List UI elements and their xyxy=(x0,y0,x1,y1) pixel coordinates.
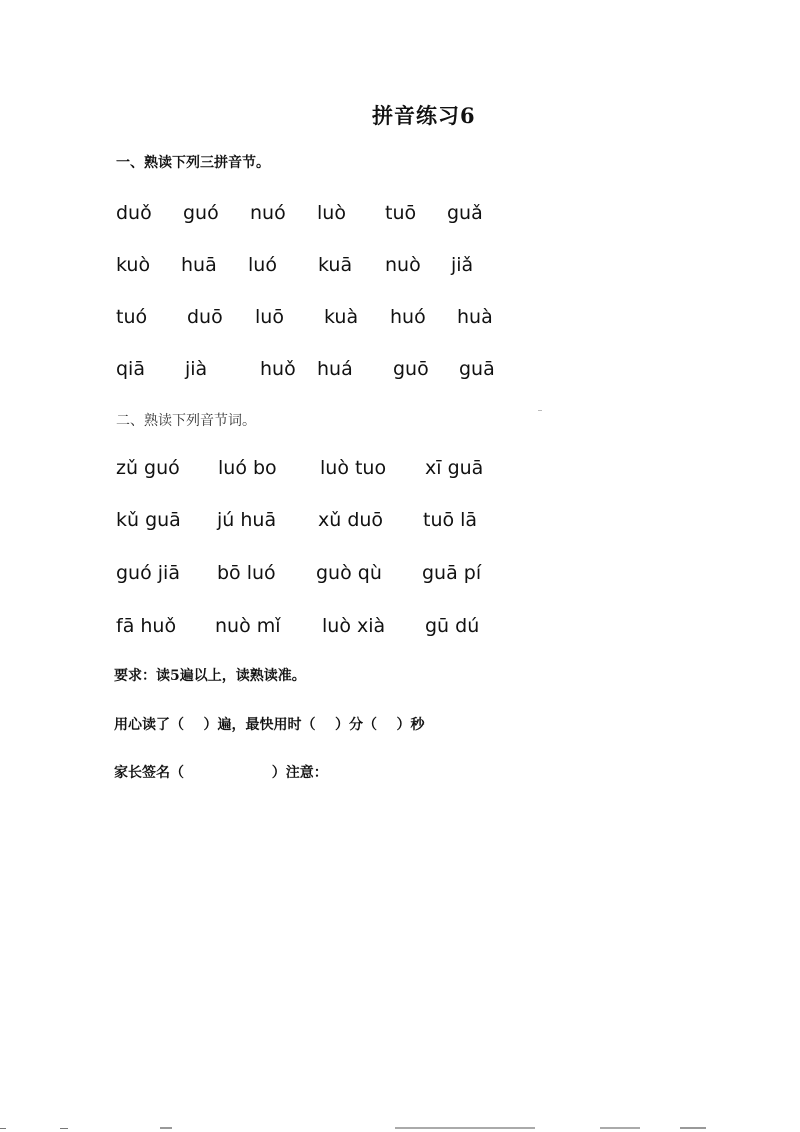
syllable: guǎ xyxy=(447,202,483,224)
pinyin-word: fā huǒ xyxy=(116,615,177,637)
scan-speck xyxy=(680,1127,706,1129)
pinyin-word: guò qù xyxy=(316,562,382,584)
syllable: nuó xyxy=(250,202,286,224)
section-1-heading: 一、熟读下列三拼音节。 xyxy=(116,155,270,171)
pinyin-word: guā pí xyxy=(422,562,482,584)
requirement-note: 要求：读5遍以上，读熟读准。 xyxy=(114,668,306,684)
pinyin-word: jú huā xyxy=(217,509,277,531)
syllable: huā xyxy=(181,254,217,276)
syllable: luó xyxy=(248,254,277,276)
pinyin-word: luó bo xyxy=(218,457,277,479)
syllable: qiā xyxy=(116,358,145,380)
pinyin-word: gū dú xyxy=(425,615,480,637)
pinyin-word: nuò mǐ xyxy=(215,615,281,637)
syllable: guō xyxy=(393,358,429,380)
syllable: huà xyxy=(457,306,493,328)
pinyin-word: kǔ guā xyxy=(116,509,181,531)
syllable: huó xyxy=(390,306,426,328)
syllable: jià xyxy=(185,358,208,380)
scan-speck xyxy=(395,1127,535,1129)
syllable: tuō xyxy=(385,202,417,224)
pinyin-word: guó jiā xyxy=(116,562,180,584)
reading-record-line: 用心读了（ ）遍，最快用时（ ）分（ ）秒 xyxy=(114,717,425,733)
scan-speck xyxy=(160,1127,172,1129)
scan-speck xyxy=(600,1127,640,1129)
pinyin-word: bō luó xyxy=(217,562,276,584)
syllable: kuò xyxy=(116,254,151,276)
scan-speck xyxy=(60,1128,68,1129)
pinyin-word: xī guā xyxy=(425,457,484,479)
syllable: kuà xyxy=(324,306,359,328)
page-title: 拼音练习6 xyxy=(372,103,476,128)
syllable: tuó xyxy=(116,306,148,328)
syllable: luō xyxy=(255,306,284,328)
pinyin-word: tuō lā xyxy=(423,509,478,531)
syllable: guā xyxy=(459,358,495,380)
section-2-heading: 二、熟读下列音节词。 xyxy=(116,413,256,429)
pinyin-word: xǔ duō xyxy=(318,509,384,531)
syllable: duō xyxy=(187,306,223,328)
pinyin-word: luò tuo xyxy=(320,457,387,479)
syllable: kuā xyxy=(318,254,353,276)
parent-signature-line: 家长签名（ ）注意： xyxy=(114,765,328,781)
pinyin-word: zǔ guó xyxy=(116,457,180,479)
syllable: huǒ xyxy=(260,358,296,380)
syllable: guó xyxy=(183,202,219,224)
scan-speck xyxy=(538,410,542,411)
syllable: huá xyxy=(317,358,353,380)
syllable: duǒ xyxy=(116,202,152,224)
pinyin-word: luò xià xyxy=(322,615,386,637)
syllable: jiǎ xyxy=(451,254,474,276)
syllable: nuò xyxy=(385,254,421,276)
syllable: luò xyxy=(317,202,346,224)
scan-speck xyxy=(0,1128,6,1129)
